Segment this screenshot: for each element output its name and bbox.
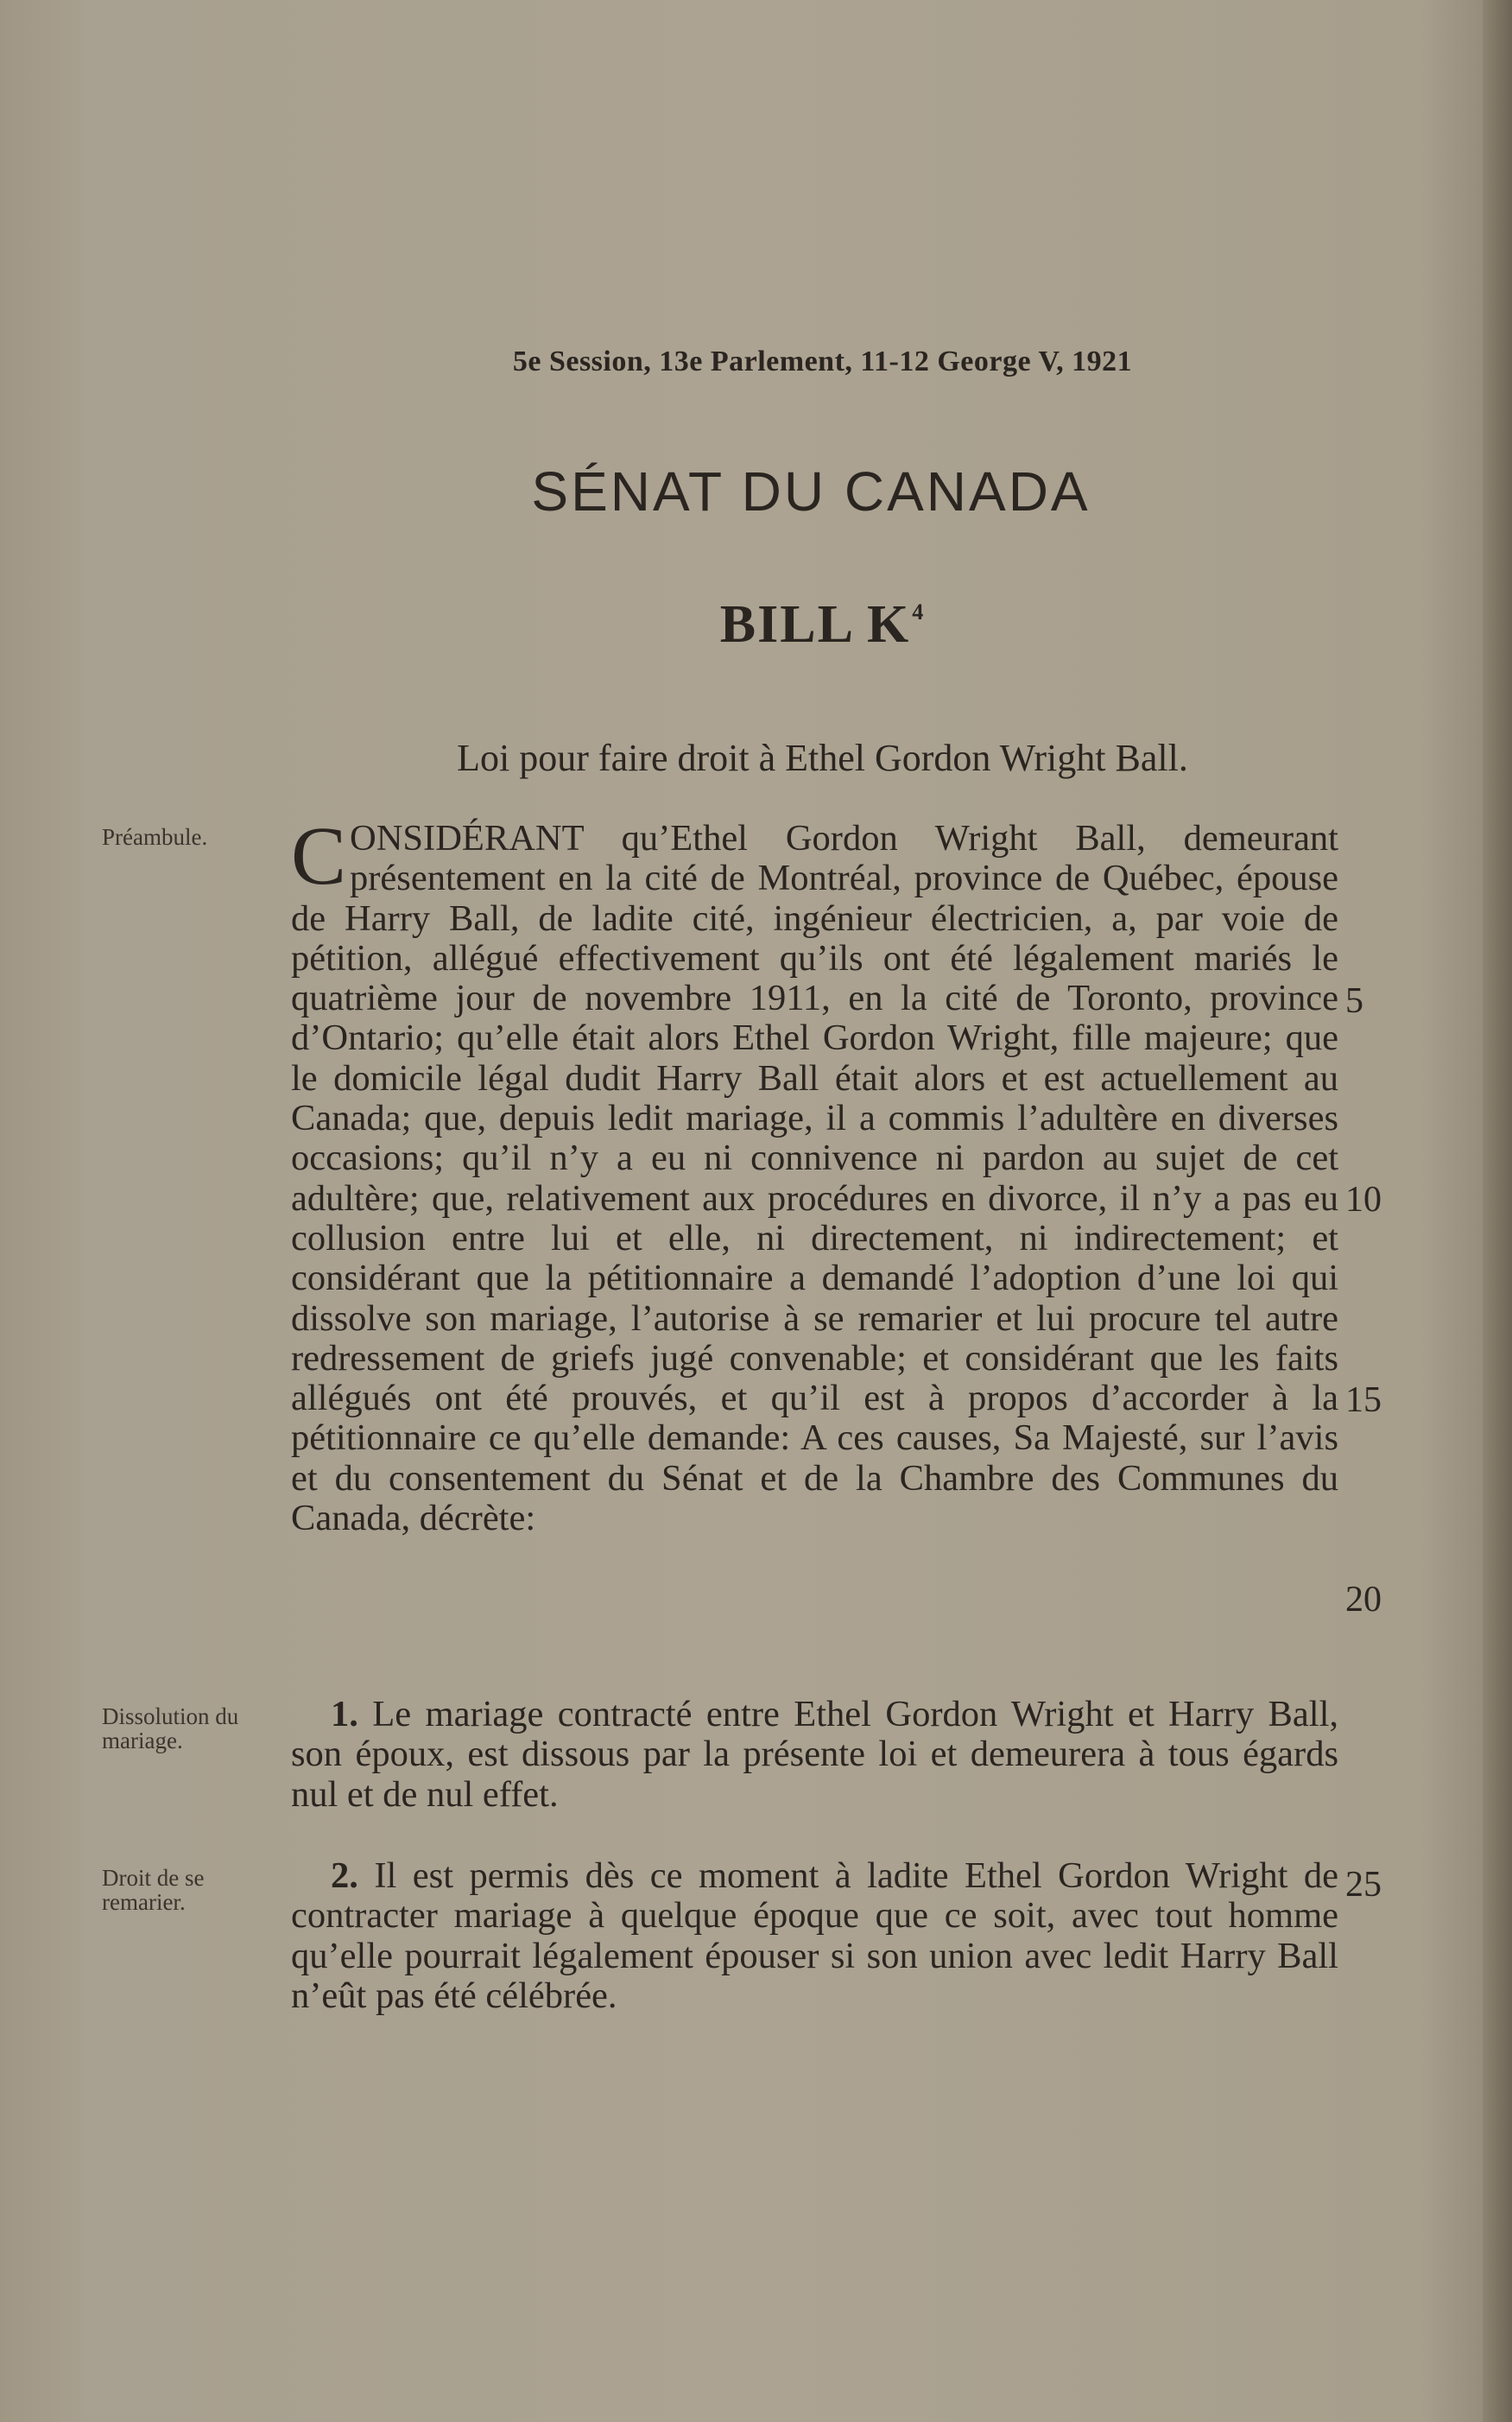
line-number: 5 — [1345, 981, 1363, 1021]
chamber-title: SÉNAT DU CANADA — [531, 460, 1091, 523]
line-number: 15 — [1345, 1380, 1382, 1420]
section-1-text: Le mariage contracté entre Ethel Gordon Wright et Harry Ball, son époux, est dissous par la présente loi et demeurera à tous égards nul et de nul effet. — [291, 1694, 1339, 1815]
line-number: 25 — [1345, 1865, 1382, 1905]
section-1-number: 1. — [331, 1694, 358, 1734]
margin-note-dissolution: Dissolution du mariage. — [102, 1703, 239, 1753]
line-number: 20 — [1345, 1580, 1382, 1620]
session-header: 5e Session, 13e Parlement, 11-12 George V, 1921 — [512, 346, 1133, 377]
section-2 — [291, 1856, 1338, 2016]
dropcap-letter: C — [291, 809, 347, 902]
bill-label: BILL K — [719, 595, 911, 654]
bill-title: Loi pour faire droit à Ethel Gordon Wright Ball. — [457, 737, 1188, 779]
section-2-text: Il est permis dès ce moment à ladite Ethel Gordon Wright de contracter mariage à quelque époque que ce soit, avec tout homme qu’elle pourrait légalement épouser si son union avec ledit Harry Ball n’eût pas été célébrée. — [291, 1855, 1338, 2016]
section-2-number: 2. — [331, 1855, 358, 1896]
section-1 — [291, 1695, 1338, 1815]
bill-superscript: 4 — [912, 599, 926, 625]
preamble-paragraph — [291, 809, 1338, 1539]
line-number: 10 — [1345, 1180, 1382, 1220]
preamble-text: ONSIDÉRANT qu’Ethel Gordon Wright Ball, demeurant présentement en la cité de Montréal, province de Québec, épouse de Harry Ball, de ladite cité, ingénieur électricien, a, par voie de pétition, allégué effectivement qu’ils ont été légalement mariés le quatrième jour de novembre 1911, en la cité de Toronto, province d’Ontario; qu’elle était alors Ethel Gordon Wright, fille majeure; que le domicile légal dudit Harry Ball était alors et est actuellement au Canada; que, depuis ledit mariage, il a commis l’adultère en diverses occasions; qu’il n’y a eu ni connivence ni pardon au sujet de cet adultère; que, relativement aux procédures en divorce, il n’y a pas eu collusion entre lui et elle, ni directement, ni indirectement; et considérant que la pétitionnaire a demandé l’adoption d’une loi qui dissolve son mariage, l’autorise à se remarier et lui procure tel autre redressement de griefs jugé convenable; et considérant que les faits allégués ont été prouvés, et qu’il est à propos d’accorder à la pétitionnaire ce qu’elle demande: A ces causes, Sa Majesté, sur l’avis et du consentement du Sénat et de la Chambre des Communes du Canada, décrète: — [291, 818, 1338, 1539]
bill-heading — [0, 594, 1512, 656]
margin-note-remarriage: Droit de se remarier. — [102, 1865, 205, 1915]
margin-note-preamble: Préambule. — [102, 824, 208, 850]
